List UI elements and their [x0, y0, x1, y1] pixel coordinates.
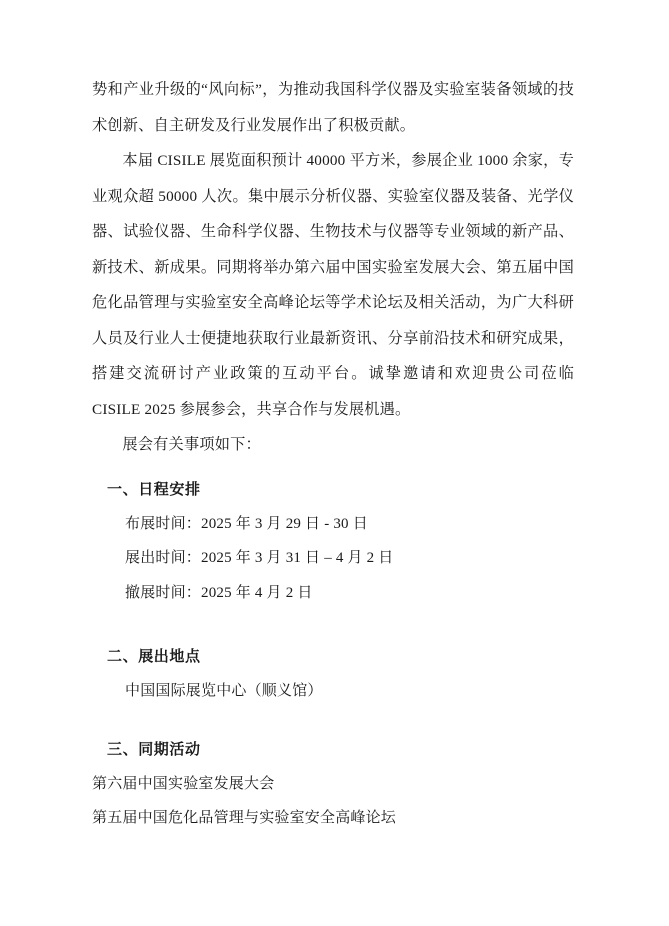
spacer: [92, 709, 574, 733]
schedule-setup-time: 布展时间：2025 年 3 月 29 日 - 30 日: [125, 515, 368, 532]
venue-name: 中国国际展览中心（顺义馆）: [125, 683, 323, 699]
paragraph-matters: 展会有关事项如下：: [122, 436, 261, 453]
schedule-teardown-time: 撤展时间：2025 年 4 月 2 日: [125, 584, 313, 601]
spacer: [92, 463, 574, 473]
document-body: [92, 72, 574, 463]
event-hazardous-chemicals-forum: 第五届中国危化品管理与实验室安全高峰论坛: [92, 810, 397, 826]
section-schedule: [92, 473, 574, 611]
section-venue: [92, 640, 574, 709]
event-lab-development-conference: 第六届中国实验室发展大会: [92, 775, 275, 792]
paragraph-exhibition-overview: 本届 CISILE 展览面积预计 40000 平方米，参展企业 1000 余家，专业观众超 50000 人次。集中展示分析仪器、实验室仪器及装备、光学仪器、试验仪器、生命科学仪器、生物技术与仪器等专业领域的新产品、新技术、新成果。同期将举办第六届中国实验室发展大会、第五届中国危化品管理与实验室安全高峰论坛等学术论坛及相关活动，为广大科研人员及行业人士便捷地获取行业最新资讯、分享前沿技术和研究成果，搭建交流研讨产业政策的互动平台。诚挚邀请和欢迎贵公司莅临 CISILE 2025 参展参会，共享合作与发展机遇。: [92, 152, 574, 418]
section-events: [92, 733, 574, 836]
spacer: [92, 610, 574, 640]
section-heading-schedule: 一、日程安排: [107, 480, 201, 498]
paragraph-continued: 势和产业升级的“风向标”，为推动我国科学仪器及实验室装备领域的技术创新、自主研发及行业发展作出了积极贡献。: [92, 81, 574, 134]
schedule-exhibition-time: 展出时间：2025 年 3 月 31 日 – 4 月 2 日: [125, 550, 394, 566]
section-heading-venue: 二、展出地点: [107, 648, 201, 665]
section-heading-events: 三、同期活动: [107, 740, 201, 758]
